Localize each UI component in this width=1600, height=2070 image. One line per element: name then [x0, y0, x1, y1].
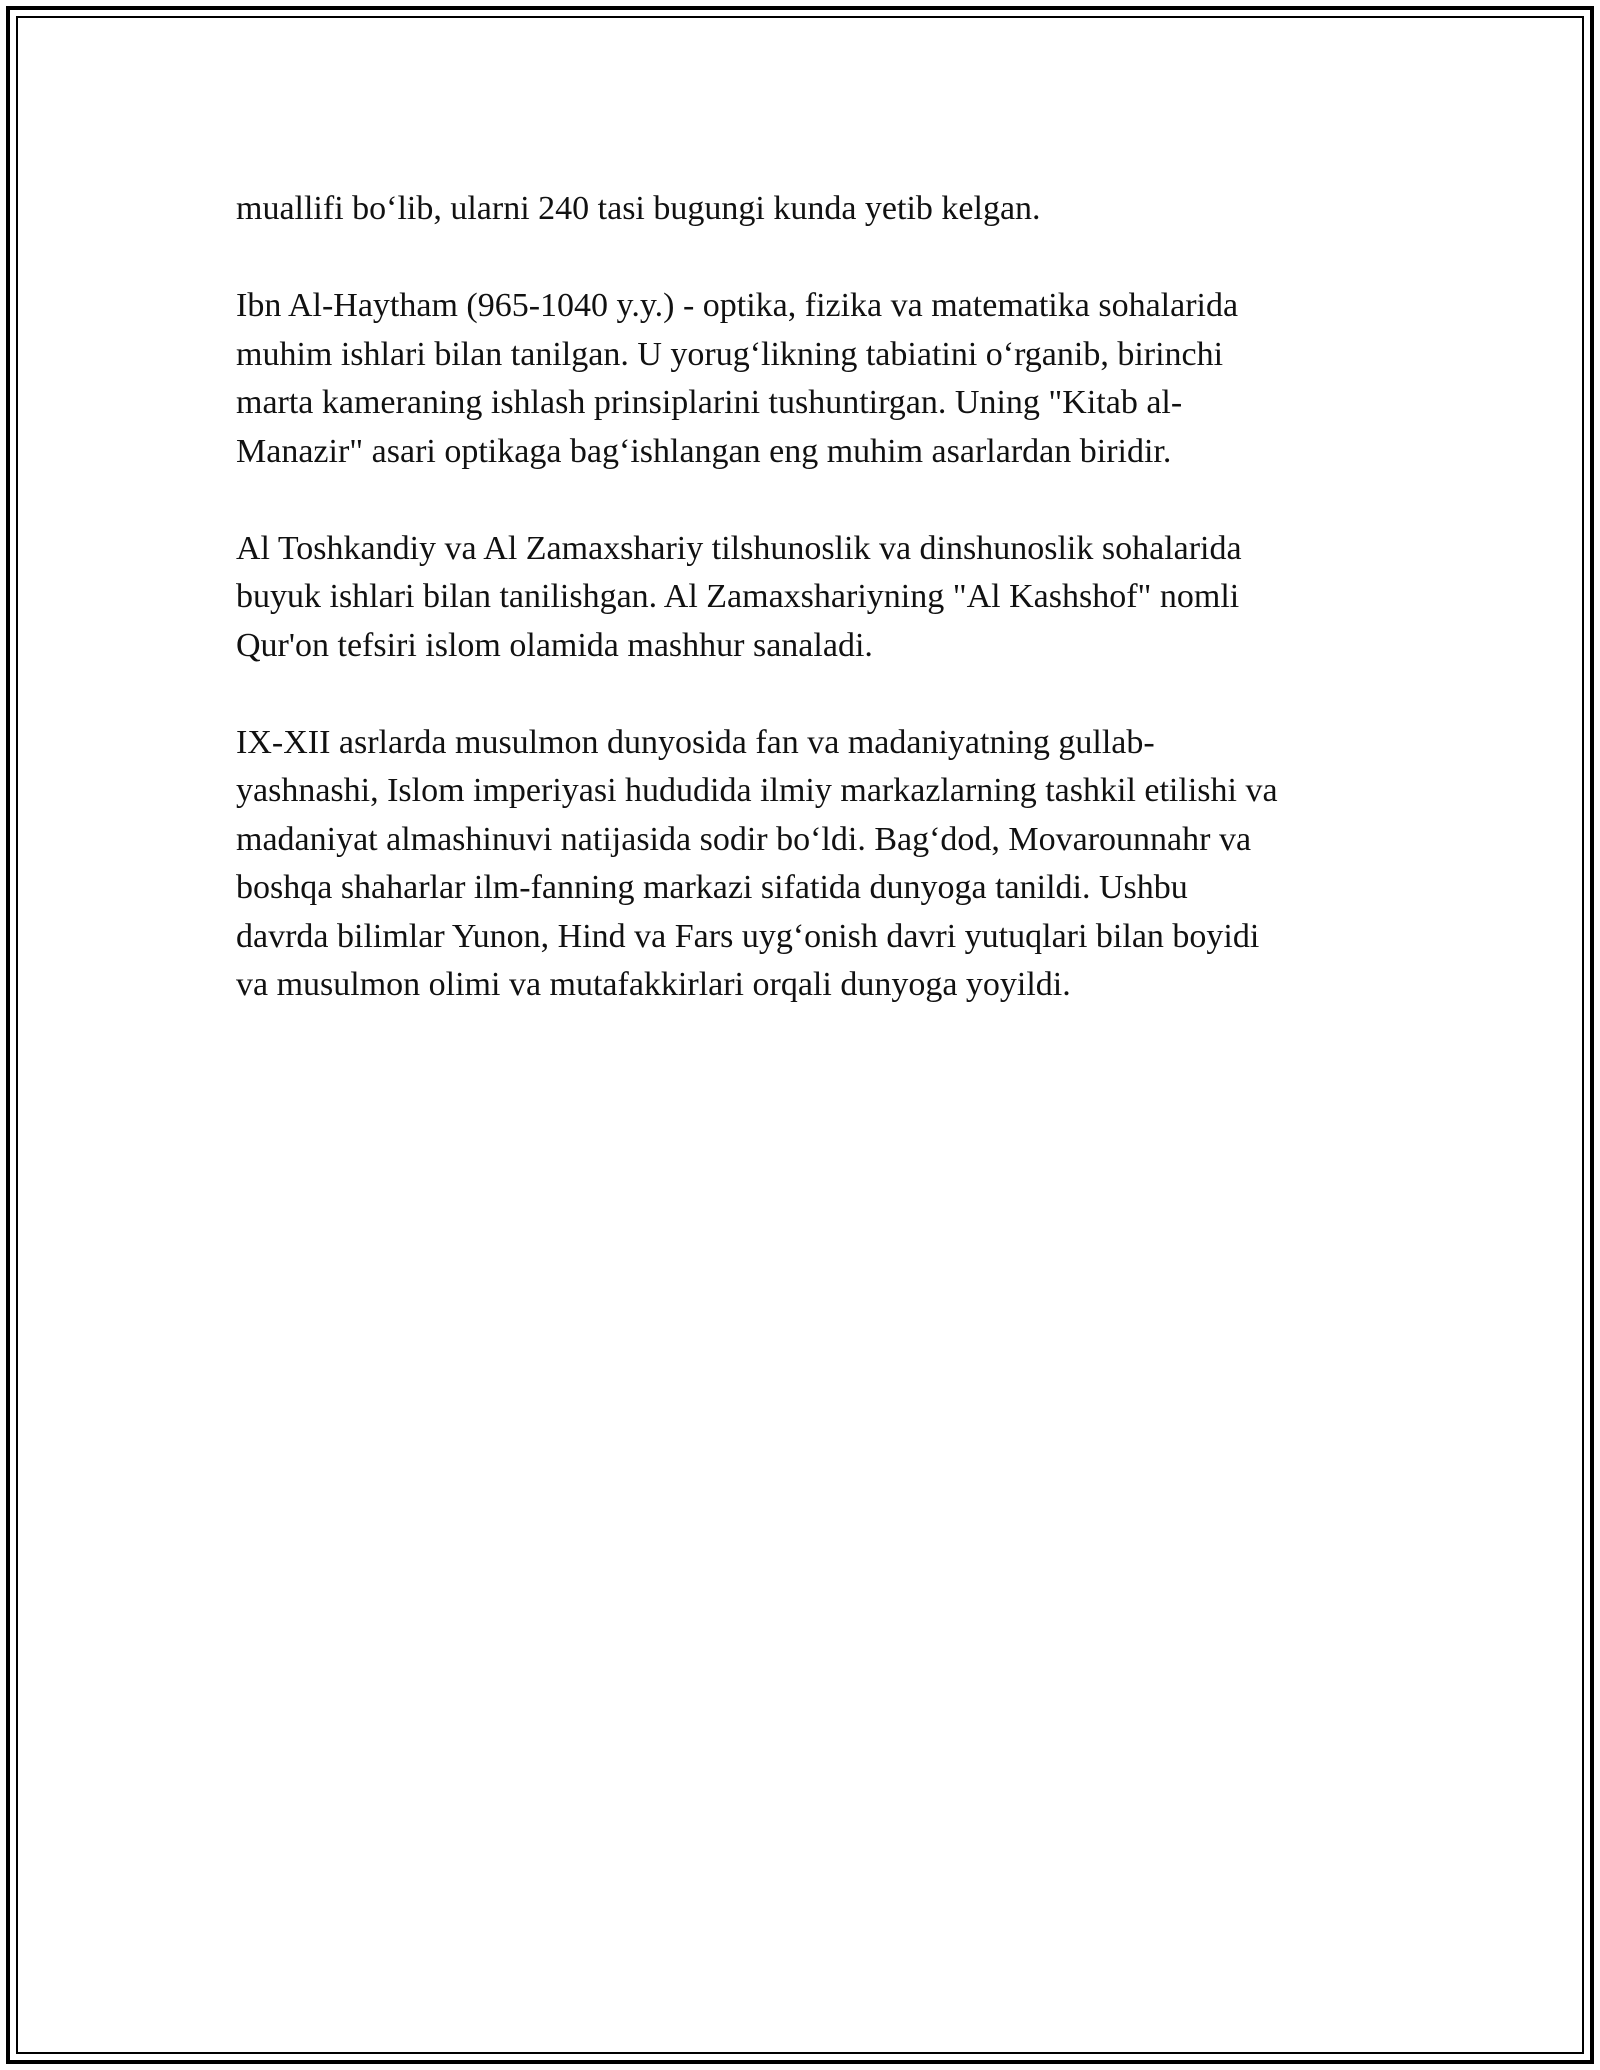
text-line: Manazir" asari optikaga bag‘ishlangan eng muhim asarlardan biridir.: [236, 432, 1172, 470]
text-line: muallifi bo‘lib, ularni 240 tasi bugungi kunda yetib kelgan.: [236, 190, 1041, 227]
text-line: davrda bilimlar Yunon, Hind va Fars uyg‘onish davri yutuqlari bilan boyidi: [236, 917, 1260, 955]
paragraph-al-toshkandiy: [236, 525, 1406, 671]
text-line: Ibn Al-Haytham (965-1040 y.y.) - optika, fizika va matematika sohalarida: [236, 287, 1239, 324]
text-line: buyuk ishlari bilan tanilishgan. Al Zamaxshariyning "Al Kashshof" nomli: [236, 578, 1240, 615]
text-line: boshqa shaharlar ilm-fanning markazi sifatida dunyoga tanildi. Ushbu: [236, 869, 1188, 906]
paragraph-ix-xii-asrlarda: [236, 719, 1406, 1010]
text-line: IX-XII asrlarda musulmon dunyosida fan va madaniyatning gullab-: [236, 723, 1155, 761]
document-body: [236, 185, 1406, 1058]
text-line: Al Toshkandiy va Al Zamaxshariy tilshunoslik va dinshunoslik sohalarida: [236, 529, 1242, 567]
text-line: madaniyat almashinuvi natijasida sodir bo‘ldi. Bag‘dod, Movarounnahr va: [236, 820, 1252, 858]
text-line: muhim ishlari bilan tanilgan. U yorug‘likning tabiatini o‘rganib, birinchi: [236, 335, 1224, 373]
text-line: yashnashi, Islom imperiyasi hududida ilmiy markazlarning tashkil etilishi va: [236, 772, 1278, 809]
text-line: marta kameraning ishlash prinsiplarini tushuntirgan. Uning "Kitab al-: [236, 384, 1183, 421]
paragraph-continuation: [236, 185, 1406, 234]
text-line: Qur'on tefsiri islom olamida mashhur sanaladi.: [236, 626, 873, 664]
paragraph-ibn-al-haytham: [236, 282, 1406, 476]
text-line: va musulmon olimi va mutafakkirlari orqali dunyoga yoyildi.: [236, 966, 1071, 1003]
